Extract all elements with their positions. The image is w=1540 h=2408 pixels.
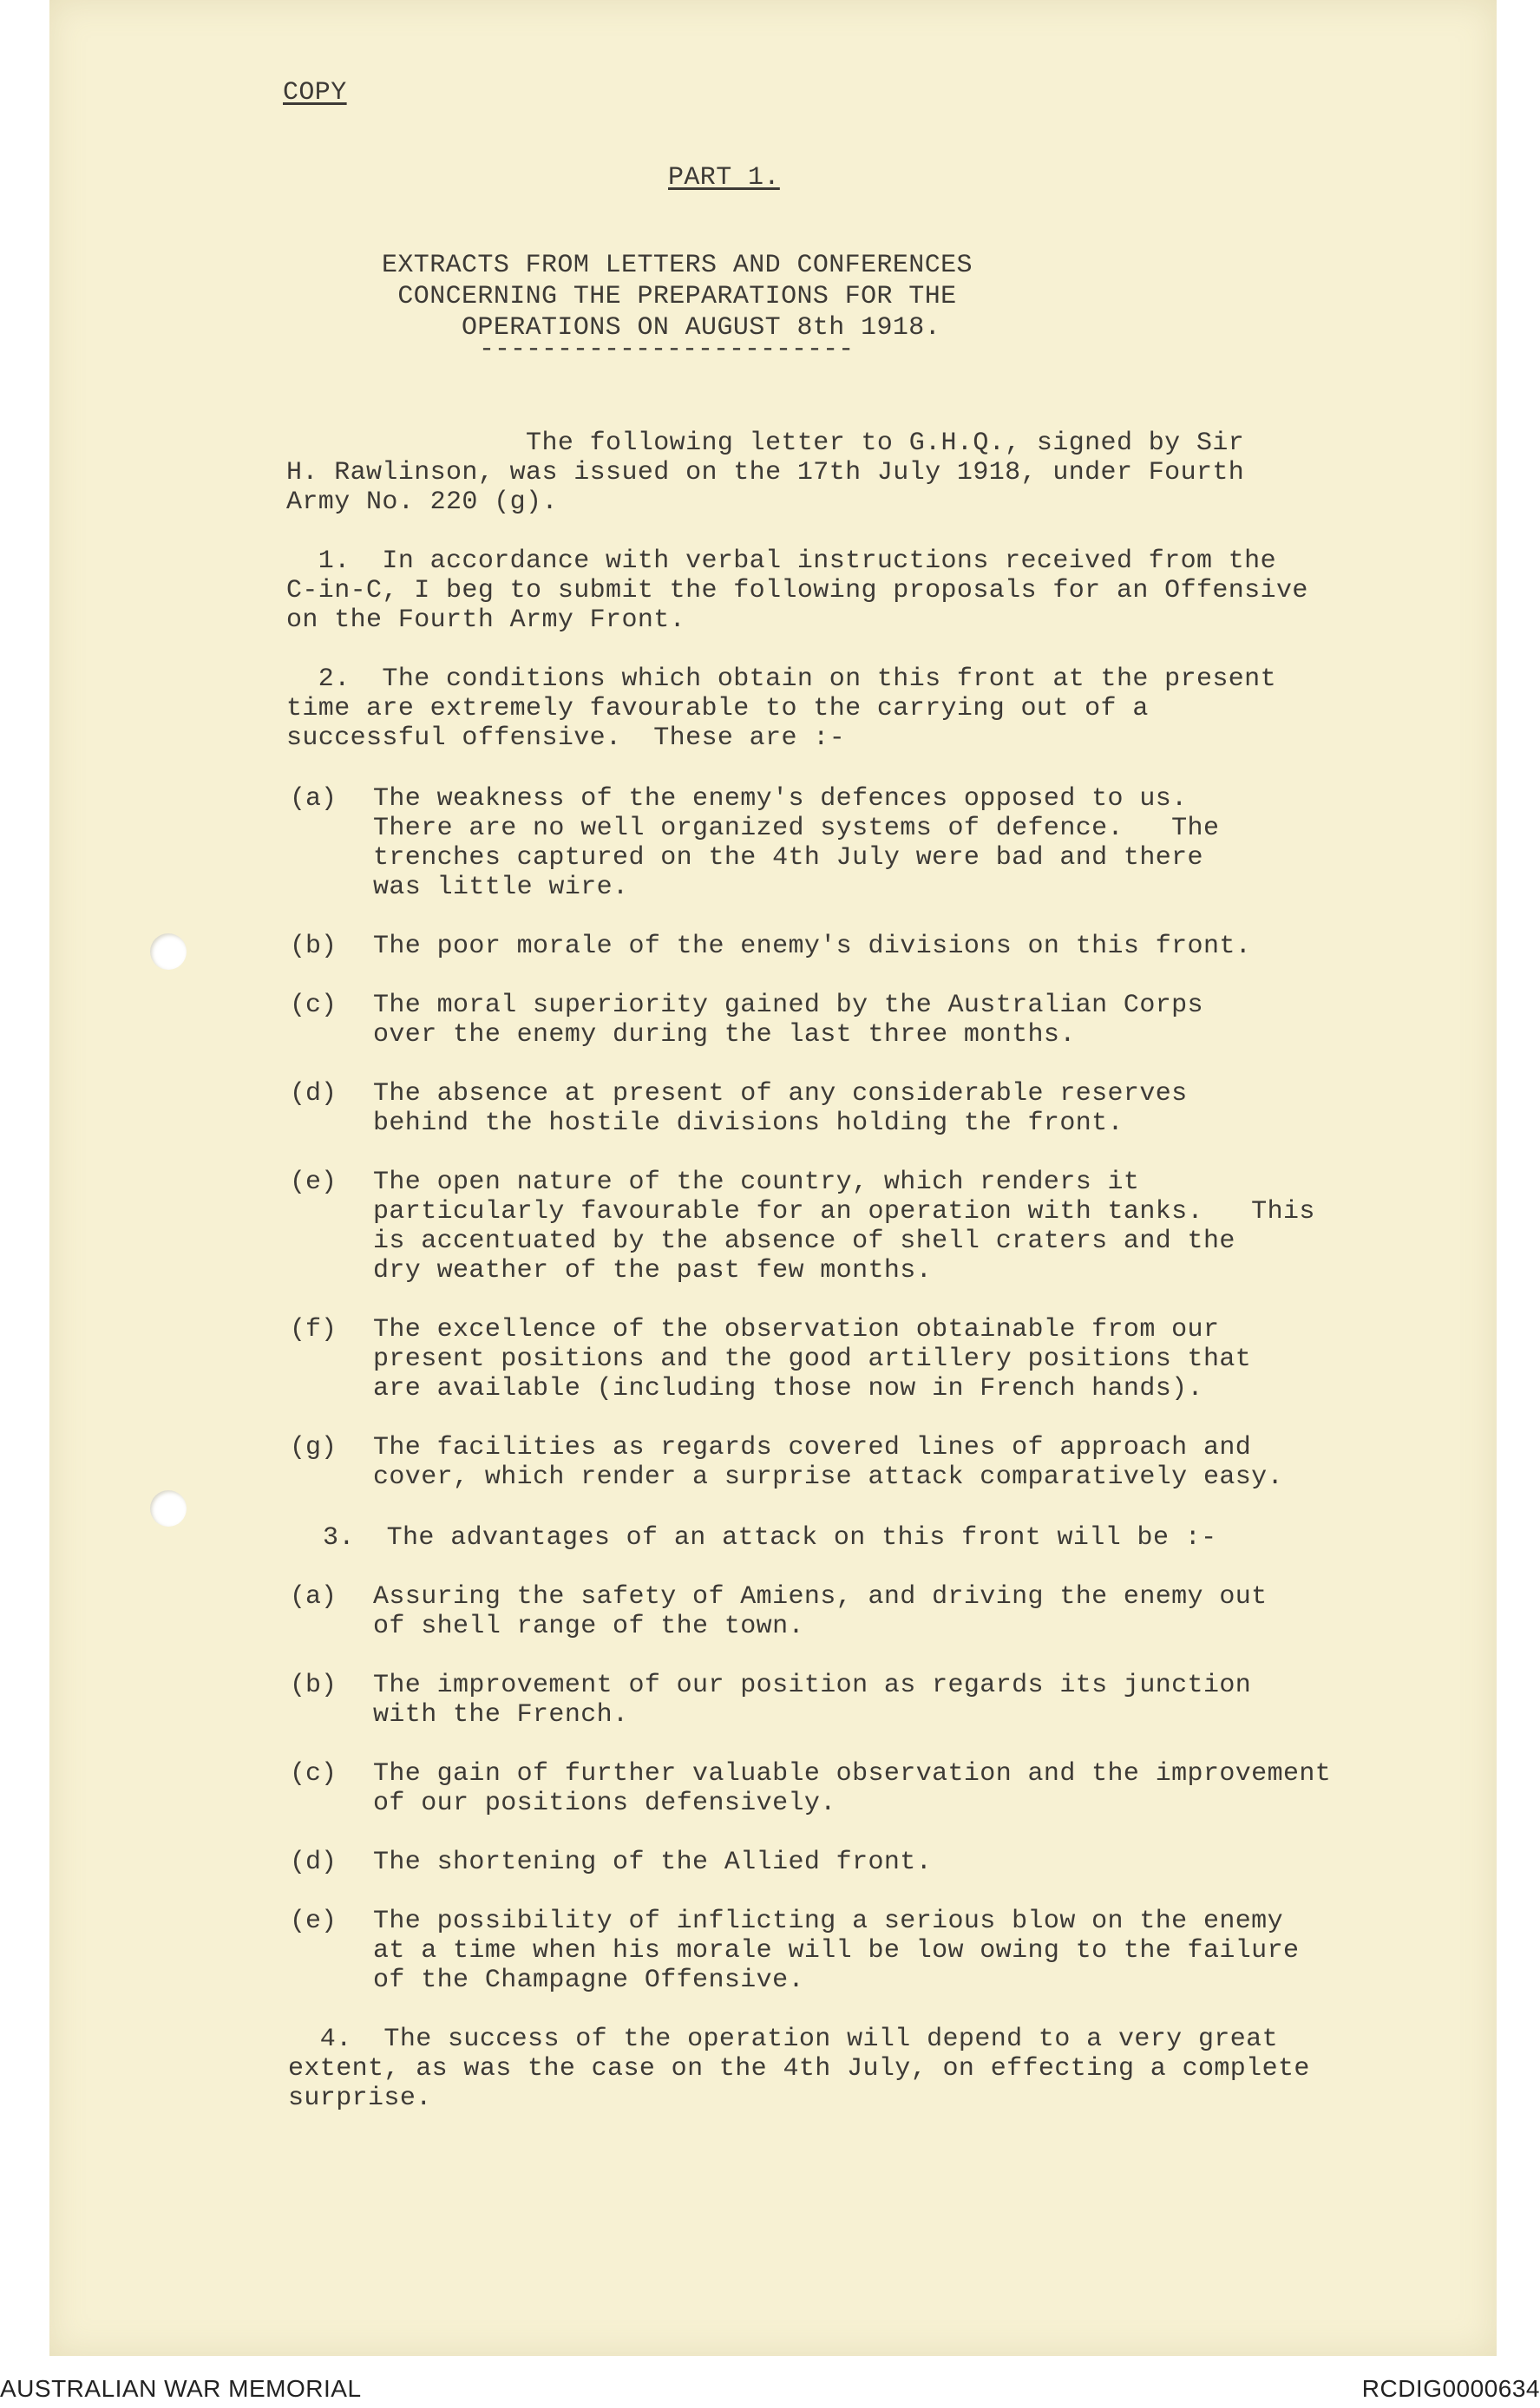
punch-hole — [150, 933, 187, 970]
list-item-text: The poor morale of the enemy's divisions on this front. — [373, 932, 1252, 961]
list-item-label: (c) — [290, 1759, 337, 1789]
list-item-label: (c) — [290, 991, 337, 1020]
list-item-label: (b) — [290, 1671, 337, 1700]
punch-hole — [150, 1490, 187, 1527]
title-line: OPERATIONS ON AUGUST 8th 1918. — [462, 313, 941, 343]
list-item-text: The open nature of the country, which renders it particularly favourable for an operation with tanks. This is accentuated by the absence of shell craters and the dry weather of the past few months. — [373, 1168, 1315, 1286]
list-item-text: The possibility of inflicting a serious blow on the enemy at a time when his morale will be low owing to the failure of the Champagne Offensive. — [373, 1907, 1300, 1995]
list-item-text: The absence at present of any considerable reserves behind the hostile divisions holding the front. — [373, 1079, 1188, 1138]
list-item-text: The improvement of our position as regards its junction with the French. — [373, 1671, 1252, 1730]
footer-identifier: RCDIG0000634 — [1361, 2375, 1540, 2402]
list-item-label: (d) — [290, 1079, 337, 1109]
list-item-label: (b) — [290, 932, 337, 961]
list-item-text: The gain of further valuable observation and the improvement of our positions defensively. — [373, 1759, 1332, 1818]
copy-label: COPY — [283, 78, 347, 108]
paragraph-2: 2. The conditions which obtain on this front at the present time are extremely favourable to the carrying out of a successful offensive. These are :- — [286, 664, 1276, 753]
list-item-text: The shortening of the Allied front. — [373, 1848, 933, 1877]
list-item-label: (f) — [290, 1315, 337, 1345]
list-item-text: The facilities as regards covered lines of approach and cover, which render a surprise attack comparatively easy. — [373, 1433, 1283, 1492]
title-line: CONCERNING THE PREPARATIONS FOR THE — [397, 282, 957, 311]
list-item-text: The moral superiority gained by the Australian Corps over the enemy during the last three months. — [373, 991, 1203, 1050]
paragraph-1: 1. In accordance with verbal instructions received from the C-in-C, I beg to submit the following proposals for an Offensive on the Fourth Army Front. — [286, 546, 1308, 635]
list-item-label: (d) — [290, 1848, 337, 1877]
title-line: EXTRACTS FROM LETTERS AND CONFERENCES — [382, 251, 973, 280]
list-item-label: (e) — [290, 1907, 337, 1936]
list-item-label: (a) — [290, 784, 337, 814]
list-item-label: (e) — [290, 1168, 337, 1197]
list-item-text: The weakness of the enemy's defences opposed to us. There are no well organized systems of defence. The trenches captured on the 4th July were bad and there was little wire. — [373, 784, 1220, 902]
part-heading: PART 1. — [668, 163, 780, 193]
paragraph-4: 4. The success of the operation will depend to a very great extent, as was the case on the 4th July, on effecting a complete surprise. — [288, 2025, 1310, 2113]
footer-institution: AUSTRALIAN WAR MEMORIAL — [0, 2375, 362, 2402]
list-item-label: (g) — [290, 1433, 337, 1462]
title-separator: ------------------------ — [479, 335, 855, 364]
list-item-text: The excellence of the observation obtainable from our present positions and the good artillery positions that are available (including those now in French hands). — [373, 1315, 1252, 1404]
paragraph-3: 3. The advantages of an attack on this front will be :- — [323, 1523, 1217, 1553]
document-title — [382, 250, 973, 344]
intro-paragraph: The following letter to G.H.Q., signed by Sir H. Rawlinson, was issued on the 17th July 1918, under Fourth Army No. 220 (g). — [286, 429, 1245, 517]
list-item-text: Assuring the safety of Amiens, and driving the enemy out of shell range of the town. — [373, 1582, 1268, 1641]
list-item-label: (a) — [290, 1582, 337, 1612]
